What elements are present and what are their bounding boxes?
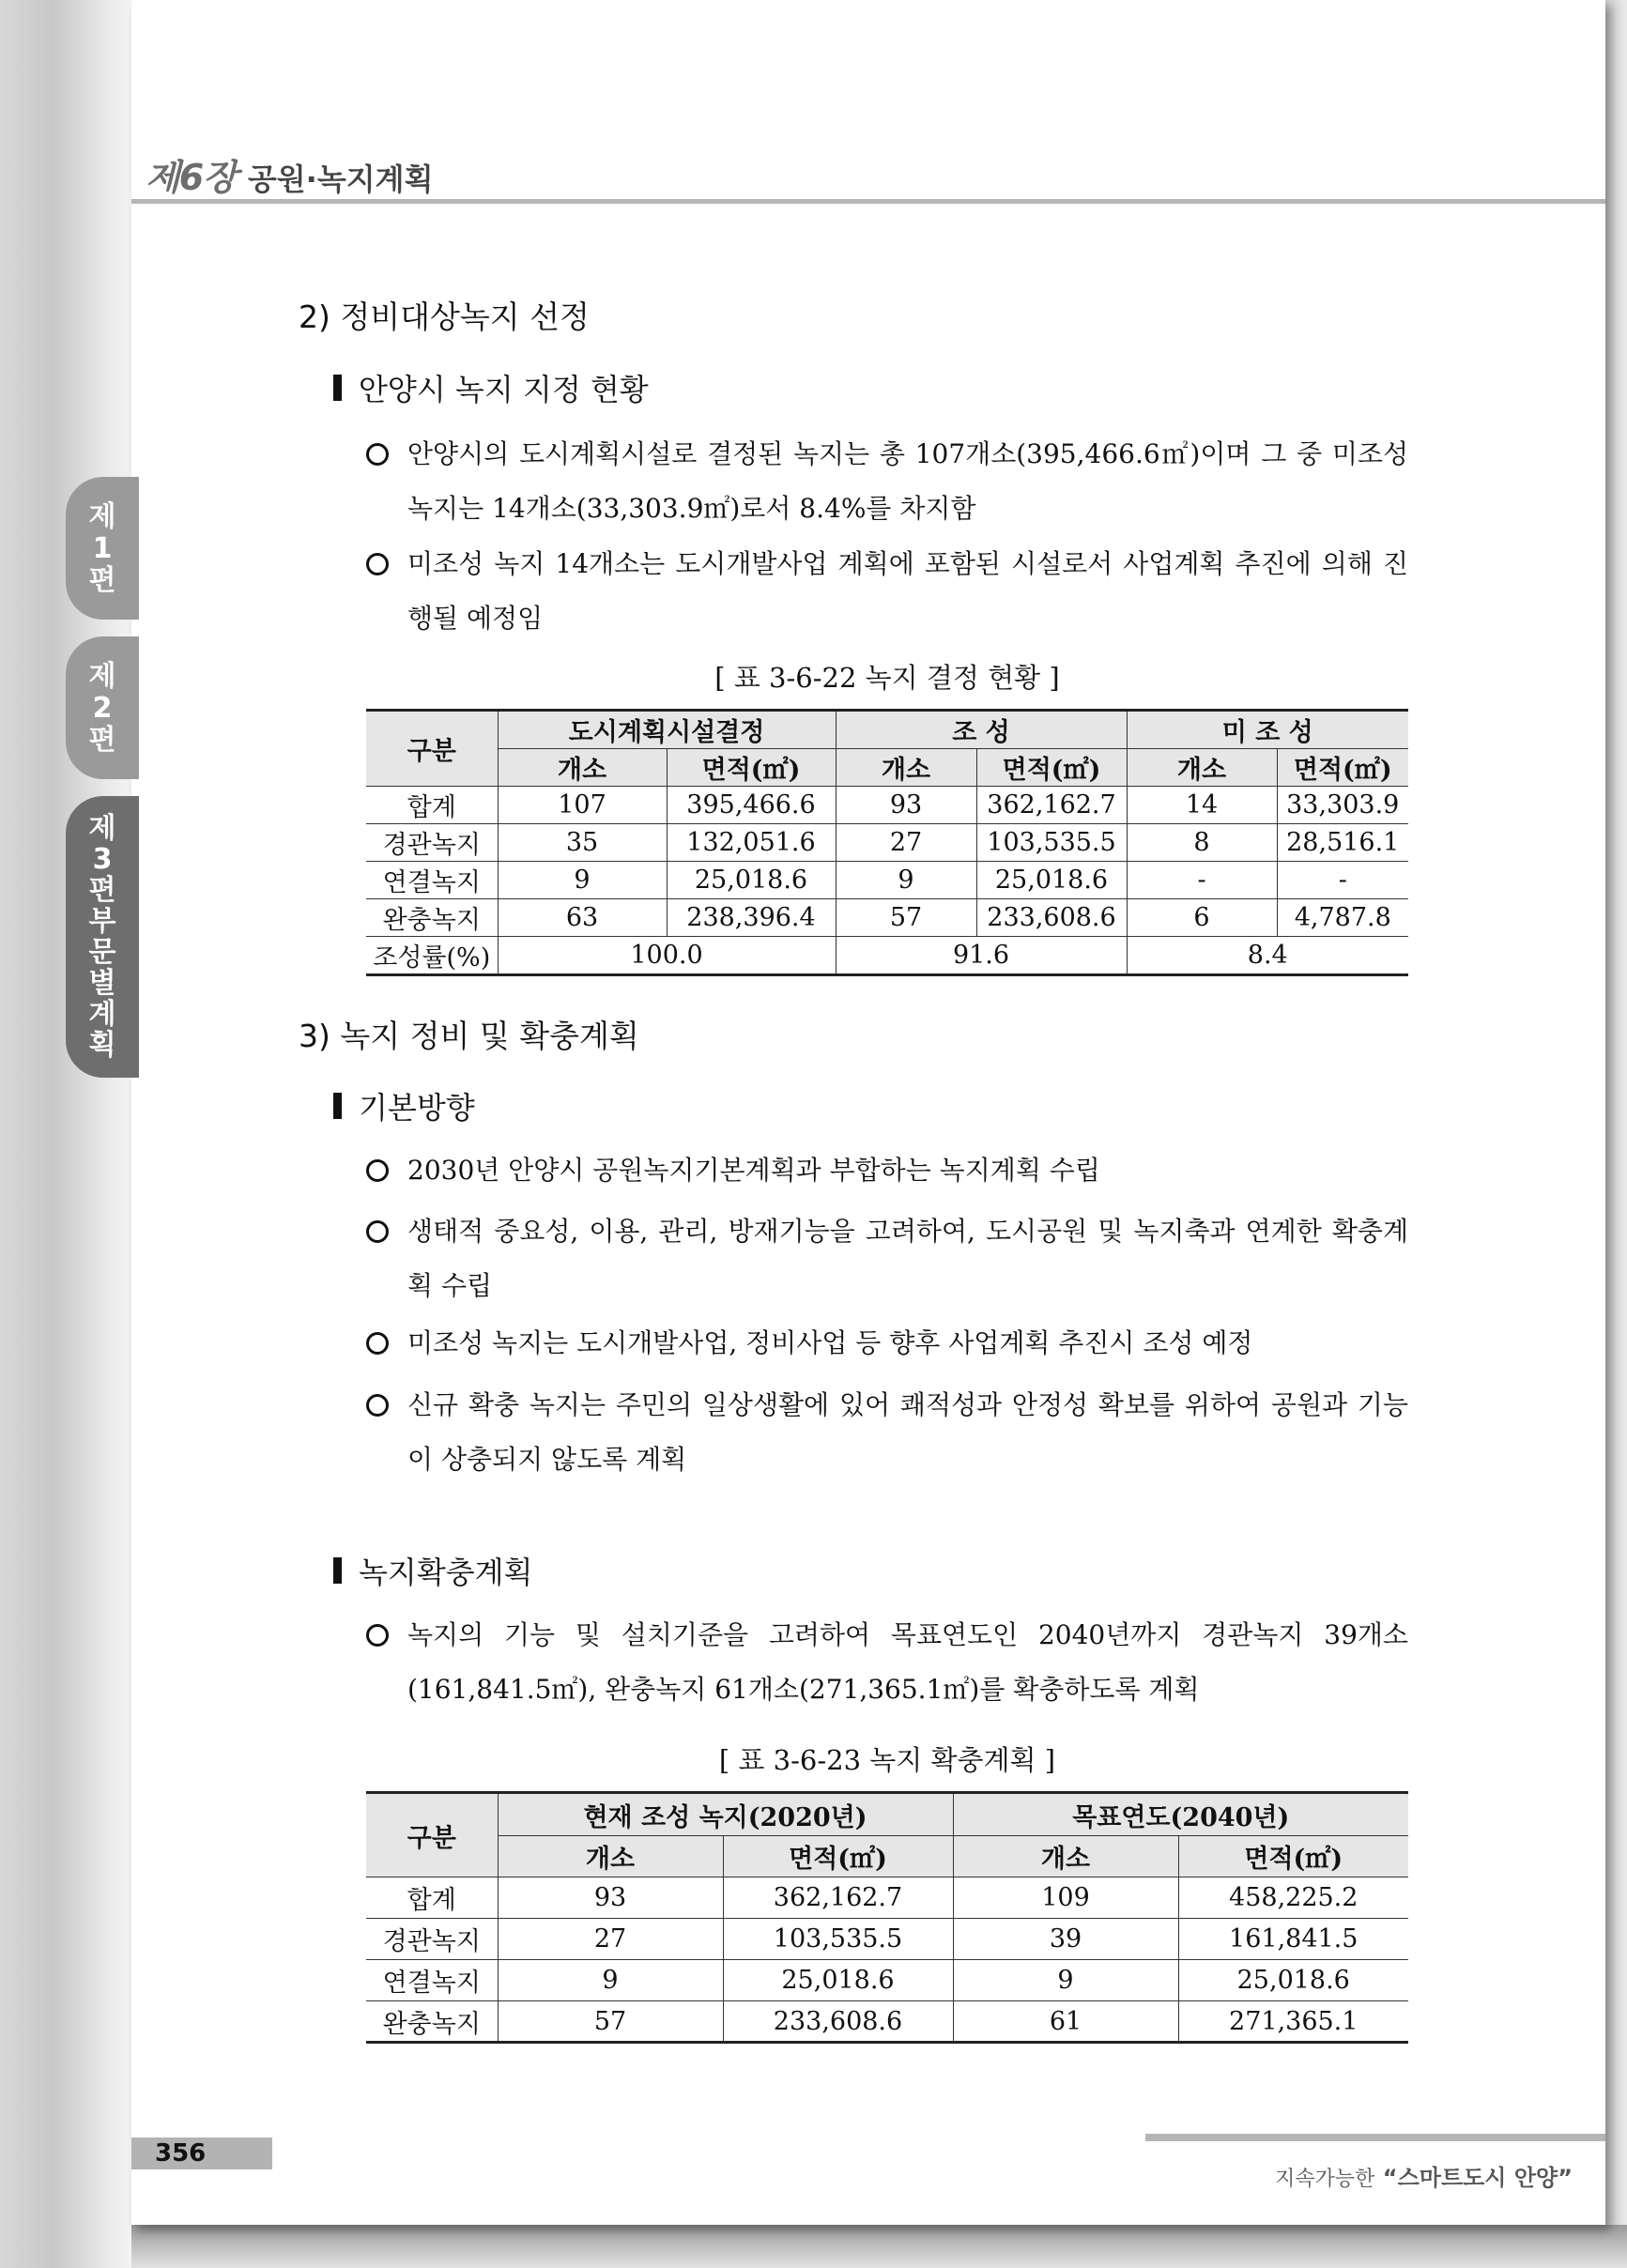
circle-bullet-icon <box>366 443 389 466</box>
header-cell: 구분 <box>366 711 498 787</box>
circle-bullet-icon <box>366 1220 389 1243</box>
header-group: 도시계획시설결정 <box>498 711 836 749</box>
tab-char: 별 <box>88 967 116 1000</box>
table-row <box>366 899 1408 937</box>
table-cell: 63 <box>498 899 667 937</box>
table-row <box>366 2001 1408 2043</box>
page-shadow-bottom <box>131 2225 1627 2268</box>
table-cell: 271,365.1 <box>1178 2001 1408 2043</box>
table-cell: 14 <box>1127 787 1277 824</box>
table-cell: 9 <box>498 1960 723 2001</box>
table-cell: 25,018.6 <box>976 862 1127 899</box>
table-cell: 93 <box>836 787 976 824</box>
bullet-item <box>366 537 1408 646</box>
table-cell: 28,516.1 <box>1277 824 1408 862</box>
table-cell: 27 <box>498 1919 723 1960</box>
bullet-item <box>366 1204 1408 1313</box>
table-cell: 93 <box>498 1877 723 1919</box>
bullet-item <box>366 427 1408 536</box>
tab-char: 계 <box>88 998 116 1031</box>
side-tab-part3[interactable] <box>66 796 139 1078</box>
table-cell: 61 <box>953 2001 1178 2043</box>
subsection-title: 안양시 녹지 지정 현황 <box>359 372 649 407</box>
heading-bar <box>333 375 342 401</box>
tab-char: 제 <box>88 500 116 533</box>
table-cell: 4,787.8 <box>1277 899 1408 937</box>
header-group: 목표연도(2040년) <box>953 1793 1408 1836</box>
subsection-title: 녹지확충계획 <box>359 1555 533 1590</box>
footer-rule <box>1145 2134 1605 2141</box>
bullet-text: 안양시의 도시계획시설로 결정된 녹지는 총 107개소(395,466.6㎡)이며 그 중 미조성 녹지는 14개소(33,303.9㎡)로서 8.4%를 차지함 <box>407 438 1408 524</box>
header-cell: 구분 <box>366 1793 498 1877</box>
table-cell: 35 <box>498 824 667 862</box>
table-cell: 362,162.7 <box>723 1877 953 1919</box>
table-cell: 9 <box>498 862 667 899</box>
table-cell: - <box>1127 862 1277 899</box>
table-cell: 조성률(%) <box>366 937 498 975</box>
bullet-text: 미조성 녹지는 도시개발사업, 정비사업 등 향후 사업계획 추진시 조성 예정 <box>407 1327 1253 1358</box>
table-cell: 경관녹지 <box>366 1919 498 1960</box>
subsection-title: 기본방향 <box>359 1090 475 1126</box>
table-row <box>366 862 1408 899</box>
green-expansion-table <box>366 1791 1408 2044</box>
table-cell: 91.6 <box>836 937 1127 975</box>
table-cell: 25,018.6 <box>723 1960 953 2001</box>
tab-char: 제 <box>88 812 116 845</box>
table-cell: 연결녹지 <box>366 1960 498 2001</box>
table-cell: 8.4 <box>1127 937 1408 975</box>
bullet-text: 신규 확충 녹지는 주민의 일상생활에 있어 쾌적성과 안정성 확보를 위하여 공원과 기능이 상충되지 않도록 계획 <box>407 1389 1408 1475</box>
circle-bullet-icon <box>366 1394 389 1417</box>
table-cell: 완충녹지 <box>366 2001 498 2043</box>
header-group: 조 성 <box>836 711 1127 749</box>
table-cell: 경관녹지 <box>366 824 498 862</box>
page-shadow-right <box>1605 0 1627 2268</box>
footer-brand: “스마트도시 안양” <box>1382 2165 1573 2191</box>
table-row <box>366 1960 1408 2001</box>
table-cell: 합계 <box>366 1877 498 1919</box>
tab-char: 2 <box>92 692 113 725</box>
table-cell: 103,535.5 <box>976 824 1127 862</box>
footer-title <box>1275 2159 1573 2192</box>
table-cell: 연결녹지 <box>366 862 498 899</box>
bullet-item <box>366 1608 1408 1717</box>
side-tab-part1[interactable] <box>66 477 139 620</box>
circle-bullet-icon <box>366 1159 389 1182</box>
circle-bullet-icon <box>366 1332 389 1355</box>
header-cell: 개소 <box>836 749 976 787</box>
table-cell: 39 <box>953 1919 1178 1960</box>
section-heading: 2) 정비대상녹지 선정 <box>299 299 590 335</box>
table-cell: 25,018.6 <box>667 862 836 899</box>
chapter-number: 제6장 <box>146 157 237 198</box>
bullet-text: 생태적 중요성, 이용, 관리, 방재기능을 고려하여, 도시공원 및 녹지축과 연계한 확충계획 수립 <box>407 1216 1408 1301</box>
table-row <box>366 937 1408 975</box>
header-group: 미 조 성 <box>1127 711 1408 749</box>
bullet-text: 미조성 녹지 14개소는 도시개발사업 계획에 포함된 시설로서 사업계획 추진에 의해 진행될 예정임 <box>407 548 1408 634</box>
page-number: 356 <box>155 2139 207 2168</box>
chapter-header <box>146 148 434 200</box>
subsection-heading <box>333 1084 475 1127</box>
header-cell: 면적(㎡) <box>667 749 836 787</box>
chapter-rule <box>131 199 1605 204</box>
table-cell: 25,018.6 <box>1178 1960 1408 2001</box>
bullet-text: 녹지의 기능 및 설치기준을 고려하여 목표연도인 2040년까지 경관녹지 39개소 (161,841.5㎡), 완충녹지 61개소(271,365.1㎡)를 확충하도록 계획 <box>407 1619 1408 1705</box>
header-cell: 개소 <box>953 1836 1178 1877</box>
table-cell: 27 <box>836 824 976 862</box>
table-caption: [ 표 3-6-23 녹지 확충계획 ] <box>718 1744 1056 1776</box>
green-designation-table <box>366 709 1408 976</box>
bullet-item <box>366 1378 1408 1487</box>
section-heading: 3) 녹지 정비 및 확충계획 <box>299 1018 639 1054</box>
table-cell: 33,303.9 <box>1277 787 1408 824</box>
table-row <box>366 787 1408 824</box>
circle-bullet-icon <box>366 553 389 575</box>
table-cell: 107 <box>498 787 667 824</box>
side-tab-part2[interactable] <box>66 636 139 779</box>
tab-char: 1 <box>92 532 113 565</box>
table-cell: 161,841.5 <box>1178 1919 1408 1960</box>
table-cell: 6 <box>1127 899 1277 937</box>
tab-char: 편 <box>88 874 116 907</box>
table-cell: 9 <box>836 862 976 899</box>
tab-char: 편 <box>88 564 116 597</box>
header-cell: 면적(㎡) <box>976 749 1127 787</box>
tab-char: 3 <box>92 843 113 876</box>
table-cell: 57 <box>836 899 976 937</box>
bullet-item <box>366 1143 1408 1198</box>
tab-char: 제 <box>88 660 116 693</box>
table-cell: 8 <box>1127 824 1277 862</box>
tab-char: 부 <box>88 905 116 938</box>
heading-bar <box>333 1557 342 1584</box>
table-cell: 103,535.5 <box>723 1919 953 1960</box>
bullet-text: 2030년 안양시 공원녹지기본계획과 부합하는 녹지계획 수립 <box>407 1155 1100 1186</box>
tab-char: 편 <box>88 724 116 757</box>
chapter-title: 공원·녹지계획 <box>247 161 434 197</box>
header-cell: 개소 <box>1127 749 1277 787</box>
tab-char: 문 <box>88 936 116 969</box>
table-cell: 합계 <box>366 787 498 824</box>
header-cell: 면적(㎡) <box>1178 1836 1408 1877</box>
table-cell: - <box>1277 862 1408 899</box>
heading-bar <box>333 1093 342 1119</box>
header-cell: 개소 <box>498 749 667 787</box>
table-row <box>366 1919 1408 1960</box>
bullet-item <box>366 1316 1408 1371</box>
header-group: 현재 조성 녹지(2020년) <box>498 1793 953 1836</box>
subsection-heading <box>333 366 649 409</box>
table-cell: 362,162.7 <box>976 787 1127 824</box>
table-row <box>366 1877 1408 1919</box>
header-cell: 면적(㎡) <box>723 1836 953 1877</box>
table-cell: 395,466.6 <box>667 787 836 824</box>
header-cell: 개소 <box>498 1836 723 1877</box>
table-caption: [ 표 3-6-22 녹지 결정 현황 ] <box>714 662 1060 694</box>
table-cell: 9 <box>953 1960 1178 2001</box>
tab-char: 획 <box>88 1029 116 1062</box>
table-cell: 233,608.6 <box>723 2001 953 2043</box>
page-shadow-left <box>0 0 131 2268</box>
table-cell: 57 <box>498 2001 723 2043</box>
table-cell: 완충녹지 <box>366 899 498 937</box>
table-cell: 132,051.6 <box>667 824 836 862</box>
table-row <box>366 824 1408 862</box>
footer-small: 지속가능한 <box>1275 2168 1375 2191</box>
table-cell: 458,225.2 <box>1178 1877 1408 1919</box>
table-cell: 100.0 <box>498 937 836 975</box>
table-cell: 233,608.6 <box>976 899 1127 937</box>
subsection-heading <box>333 1549 532 1592</box>
table-cell: 238,396.4 <box>667 899 836 937</box>
header-cell: 면적(㎡) <box>1277 749 1408 787</box>
table-cell: 109 <box>953 1877 1178 1919</box>
circle-bullet-icon <box>366 1624 389 1647</box>
